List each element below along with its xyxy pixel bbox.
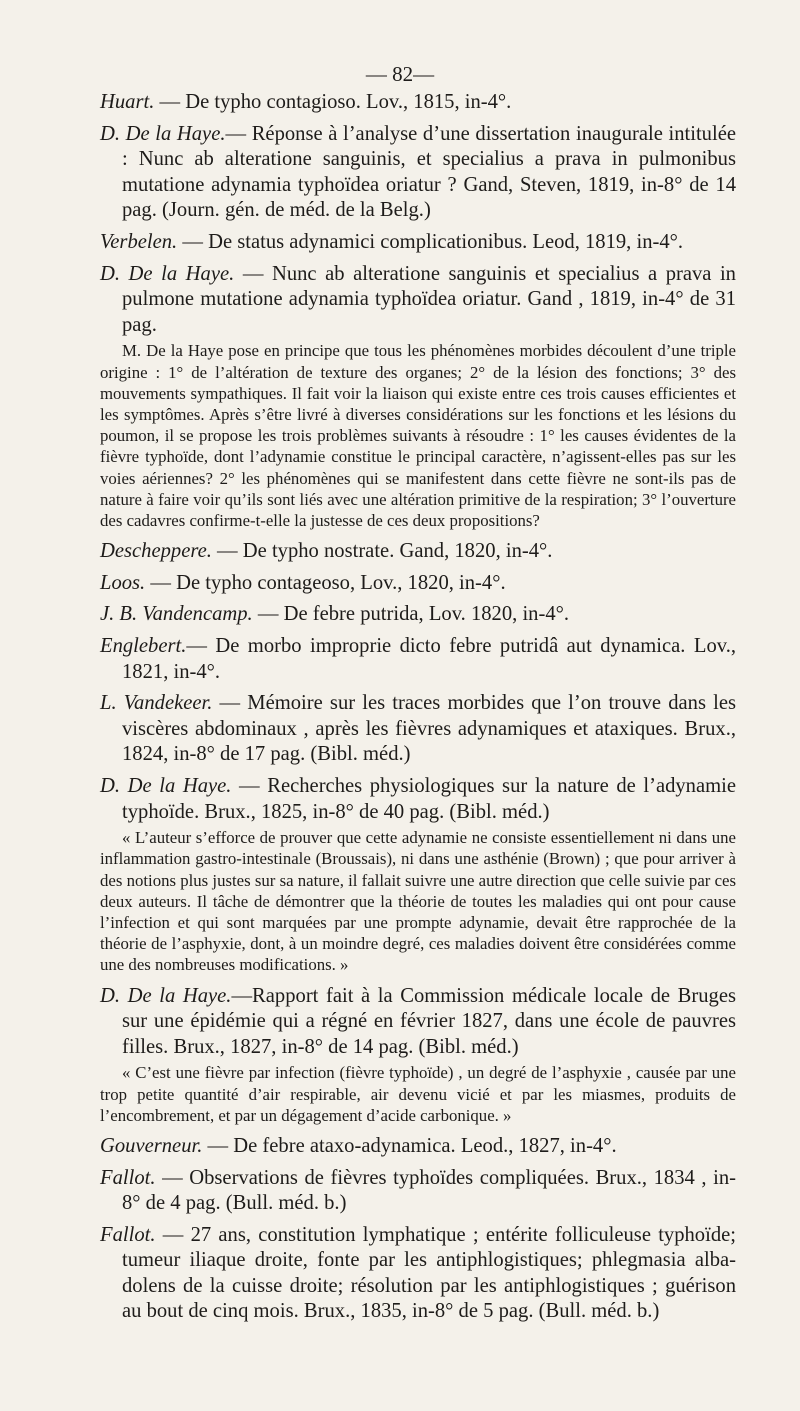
entry-text: — De morbo improprie dicto febre putridâ aut dynamica. Lov., 1821, in-4°. xyxy=(122,634,736,683)
entry-author: D. De la Haye. xyxy=(100,774,232,797)
summary-note: « L’auteur s’efforce de prouver que cette adynamie ne consiste essentiellement ni dans une inflammation gastro-intestinale (Broussais), ni dans une asthénie (Brown) ; que pour arriver à des notions plus justes sur sa nature, il fallait suivre une autre direction que celle suivie par ces deux auteurs. Il tâche de démontrer que la théorie de toutes les maladies qui ont pour cause l’infection et qui sont marquées par une prompte adynamie, devait être rapprochée de la théorie de l’asphyxie, dont, à un moindre degré, ces maladies doivent être considérées comme une des nombreuses modifications. » xyxy=(100,828,736,975)
entry-text: — 27 ans, constitution lymphatique ; entérite folliculeuse typhoïde; tumeur iliaque droite, fonte par les antiphlogistiques; phlegmasia alba-dolens de la cuisse droite; résolution par les antiphlogistiques ; guérison au bout de cinq mois. Brux., 1835, in-8° de 5 pag. (Bull. méd. b.) xyxy=(122,1223,736,1323)
entry-text: — De febre putrida, Lov. 1820, in-4°. xyxy=(252,603,569,626)
entry-author: D. De la Haye. xyxy=(100,984,232,1007)
entry-author: Gouverneur. xyxy=(100,1134,203,1157)
entry-author: Loos. xyxy=(100,571,146,594)
bibliography-entry xyxy=(100,1166,736,1217)
bibliography-entry xyxy=(100,984,736,1061)
entry-text: — De febre ataxo-adynamica. Leod., 1827, in-4°. xyxy=(202,1134,617,1157)
bibliography-entry xyxy=(100,122,736,224)
bibliography-entry xyxy=(100,571,736,597)
entry-author: D. De la Haye. xyxy=(100,122,226,145)
entry-author: D. De la Haye. xyxy=(100,262,235,285)
entry-text: — De status adynamici complicationibus. Leod, 1819, in-4°. xyxy=(177,230,684,253)
bibliography-entry xyxy=(100,1134,736,1160)
bibliography-entry xyxy=(100,602,736,628)
entry-text: —Rapport fait à la Commission médicale locale de Bruges sur une épidémie qui a régné en février 1827, dans une école de pauvres filles. Brux., 1827, in-8° de 14 pag. (Bibl. méd.) xyxy=(122,984,737,1058)
entry-author: Fallot. xyxy=(100,1166,156,1189)
entry-author: Fallot. xyxy=(100,1223,156,1246)
entry-text: — De typho nostrate. Gand, 1820, in-4°. xyxy=(211,540,553,563)
entry-text: — Réponse à l’analyse d’une dissertation inaugurale intitulée : Nunc ab alteratione sanguinis, et specialius a prava in pulmonibus mutatione adynamia typhoïdea oriatur ? Gand, Steven, 1819, in-8° de 14 pag. (Journ. gén. de méd. de la Belg.) xyxy=(122,122,736,222)
entry-author: Huart. xyxy=(100,91,155,113)
bibliography-entry xyxy=(100,774,736,825)
entry-author: L. Vandekeer. xyxy=(100,692,213,715)
entry-text: — De typho contageoso, Lov., 1820, in-4°. xyxy=(145,571,506,594)
summary-note: M. De la Haye pose en principe que tous les phénomènes morbides découlent d’une triple origine : 1° de l’altération de texture des organes; 2° de la lésion des fonctions; 3° des mouvements sympathiques. Il fait voir la liaison qui existe entre ces trois causes efficientes et les symptômes. Après s’être livré à diverses considérations sur les fonctions et les lésions du poumon, il se propose les trois problèmes suivants à résoudre : 1° les causes évidentes de la fièvre typhoïde, dont l’adynamie constitue le principal caractère, n’agissent-elles pas sur les voies aériennes? 2° les phénomènes qui se manifestent dans cette fièvre ne sont-ils pas de nature à faire voir qu’ils sont liés avec une altération primitive de la respiration; 3° l’ouverture des cadavres confirme-t-elle la justesse de ces deux propositions? xyxy=(100,341,736,530)
bibliography-entry xyxy=(100,691,736,768)
bibliography-entry xyxy=(100,262,736,339)
summary-note: « C’est une fièvre par infection (fièvre typhoïde) , un degré de l’asphyxie , causée par une trop petite quantité d’air respirable, air devenu vicié et par les miasmes, produits de l’encombrement, et par un dégagement d’acide carbonique. » xyxy=(100,1063,736,1125)
page-number: — 82— xyxy=(365,62,435,86)
bibliography-entry xyxy=(100,230,736,256)
entry-text: — Nunc ab alteratione sanguinis et specialius a prava in pulmone mutatione adynamia typhoïdea oriatur. Gand , 1819, in-4° de 31 pag. xyxy=(122,262,736,336)
bibliography-entry xyxy=(100,634,736,685)
bibliography-entry xyxy=(100,1223,736,1325)
entry-author: Descheppere. xyxy=(100,540,212,563)
entry-author: J. B. Vandencamp. xyxy=(100,603,253,626)
entry-author: Verbelen. xyxy=(100,230,178,253)
entry-text: — Observations de fièvres typhoïdes compliquées. Brux., 1834 , in-8° de 4 pag. (Bull. méd. b.) xyxy=(122,1166,736,1215)
bibliography-entry xyxy=(100,90,736,116)
bibliography-list xyxy=(100,90,736,1325)
entry-text: — De typho contagioso. Lov., 1815, in-4°. xyxy=(154,91,512,113)
entry-text: — Recherches physiologiques sur la nature de l’adynamie typhoïde. Brux., 1825, in-8° de 40 pag. (Bibl. méd.) xyxy=(122,774,736,823)
entry-author: Englebert. xyxy=(100,634,187,657)
entry-text: — Mémoire sur les traces morbides que l’on trouve dans les viscères abdominaux , après les fièvres adynamiques et ataxiques. Brux., 1824, in-8° de 17 pag. (Bibl. méd.) xyxy=(122,692,736,766)
bibliography-entry xyxy=(100,539,736,565)
